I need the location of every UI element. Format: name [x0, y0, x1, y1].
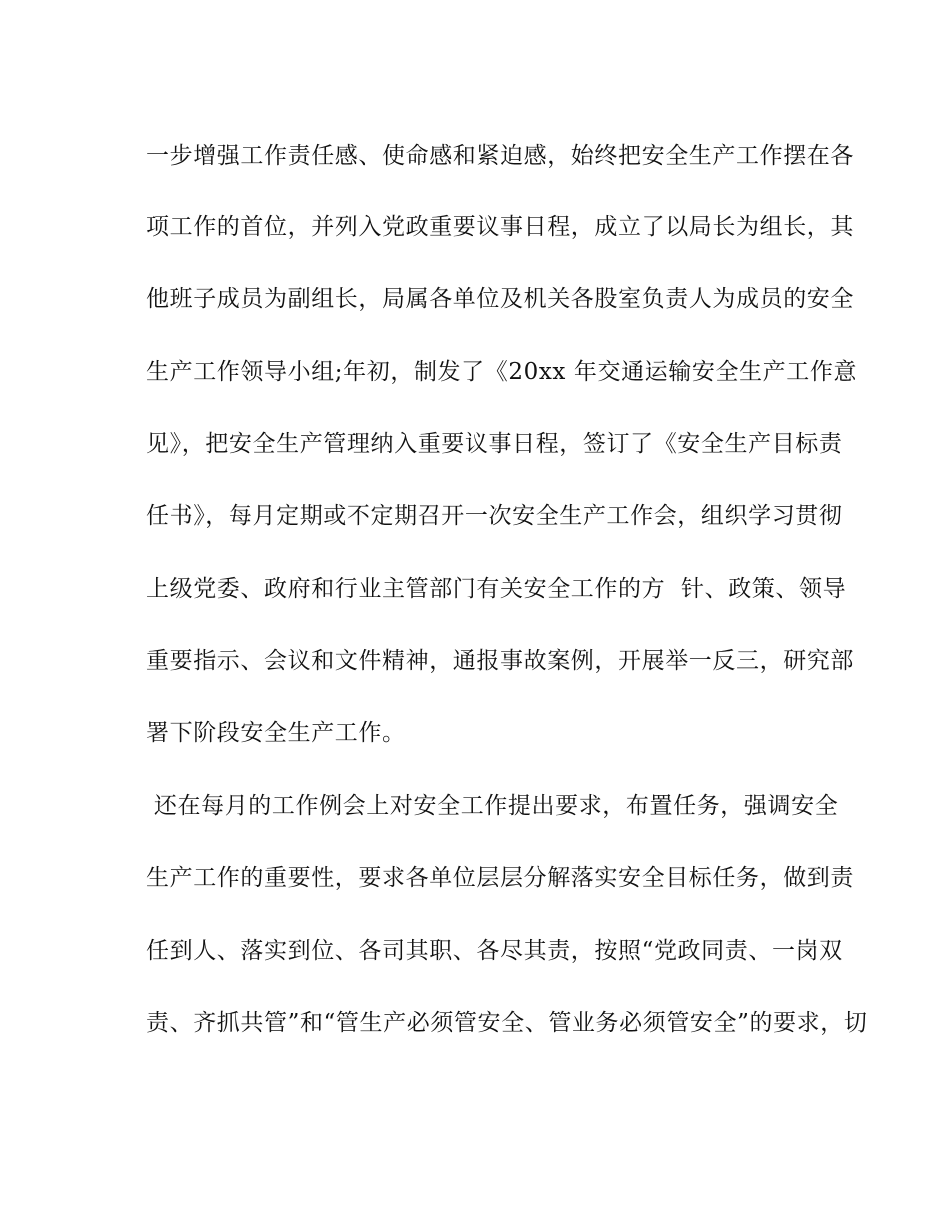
- text-line: 重要指示、会议和文件精神，通报事故案例，开展举一反三，研究部: [146, 648, 854, 674]
- text-line: 见》，把安全生产管理纳入重要议事日程，签订了《安全生产目标责: [146, 431, 843, 457]
- text-line: 责、齐抓共管”和“管生产必须管安全、管业务必须管安全”的要求，切: [146, 1010, 868, 1036]
- text-line: 上级党委、政府和行业主管部门有关安全工作的方 针、政策、领导: [146, 576, 847, 602]
- text-line: 生产工作领导小组;年初，制发了《20xx 年交通运输安全生产工作意: [146, 359, 858, 385]
- text-line: 署下阶段安全生产工作。: [146, 720, 406, 746]
- text-line: 一步增强工作责任感、使命感和紧迫感，始终把安全生产工作摆在各: [146, 143, 854, 169]
- text-line: 他班子成员为副组长，局属各单位及机关各股室负责人为成员的安全: [146, 286, 854, 312]
- text-line: 任书》，每月定期或不定期召开一次安全生产工作会，组织学习贯彻: [146, 503, 843, 529]
- text-line: 项工作的首位，并列入党政重要议事日程，成立了以局长为组长，其: [146, 214, 854, 240]
- text-line: 还在每月的工作例会上对安全工作提出要求，布置任务，强调安全: [146, 793, 839, 819]
- text-line: 任到人、落实到位、各司其职、各尽其责，按照“党政同责、一岗双: [146, 938, 843, 964]
- text-line: 生产工作的重要性，要求各单位层层分解落实安全目标任务，做到责: [146, 865, 854, 891]
